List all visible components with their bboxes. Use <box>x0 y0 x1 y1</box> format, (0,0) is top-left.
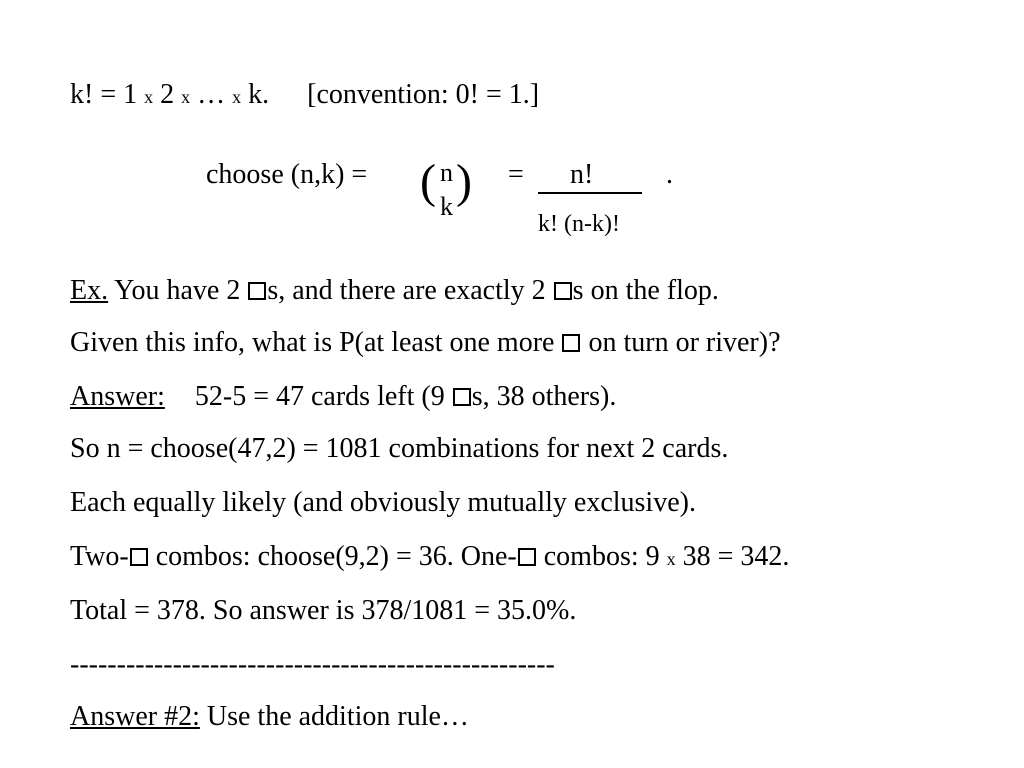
right-paren: ) <box>456 155 472 208</box>
answer-two-combos: combos: choose(9,2) = 36. One- <box>155 541 517 572</box>
answer-line-2: So n = choose(47,2) = 1081 combinations for next 2 cards. <box>70 433 729 464</box>
factorial-two: 2 <box>160 79 175 110</box>
binom-bottom-k: k <box>440 192 453 221</box>
binom-top-n: n <box>440 158 453 187</box>
answer2-label: Answer #2: <box>70 701 200 732</box>
example-line-2 <box>70 326 781 360</box>
times-symbol: x <box>144 87 154 107</box>
answer-line-4 <box>70 540 789 576</box>
factorial-lhs: k! = 1 <box>70 79 138 110</box>
answer-text-a: 52-5 = 47 cards left (9 <box>194 381 445 412</box>
times-symbol: x <box>666 549 676 569</box>
fraction-denominator: k! (n-k)! <box>538 211 620 237</box>
answer-text-b: s, 38 others). <box>471 381 617 412</box>
choose-label: choose (n,k) = <box>206 159 368 190</box>
suit-icon <box>130 548 148 566</box>
factorial-definition <box>70 78 539 114</box>
suit-icon <box>554 282 572 300</box>
answer-two-prefix: Two- <box>70 541 129 572</box>
suit-icon <box>453 388 471 406</box>
ex-label: Ex. <box>70 275 109 306</box>
example-text-a: You have 2 <box>114 275 241 306</box>
example-text-c: s on the flop. <box>572 275 719 306</box>
answer-one-result: 38 = 342. <box>682 541 790 572</box>
example-question-a: Given this info, what is P(at least one more <box>70 327 555 358</box>
formula-period: . <box>666 159 673 190</box>
answer-one-combos: combos: 9 <box>543 541 660 572</box>
left-paren: ( <box>420 155 436 208</box>
answer2-line <box>70 700 469 734</box>
example-line-1 <box>70 274 719 308</box>
example-text-b: s, and there are exactly 2 <box>267 275 546 306</box>
answer-line-5: Total = 378. So answer is 378/1081 = 35.0%. <box>70 595 577 626</box>
suit-icon <box>562 334 580 352</box>
factorial-dots: … <box>197 79 226 110</box>
suit-icon <box>248 282 266 300</box>
answer2-text: Use the addition rule… <box>206 701 469 732</box>
factorial-convention: [convention: 0! = 1.] <box>307 79 540 110</box>
times-symbol: x <box>181 87 191 107</box>
factorial-k: k. <box>248 79 270 110</box>
suit-icon <box>518 548 536 566</box>
fraction-numerator: n! <box>570 159 594 190</box>
answer-line-1 <box>70 380 616 414</box>
answer-line-3: Each equally likely (and obviously mutually exclusive). <box>70 487 696 518</box>
answer-label: Answer: <box>70 381 165 412</box>
divider: ---------------------------------------------------- <box>70 649 555 680</box>
times-symbol: x <box>232 87 242 107</box>
formula-equals: = <box>508 159 524 190</box>
example-question-b: on turn or river)? <box>588 327 781 358</box>
